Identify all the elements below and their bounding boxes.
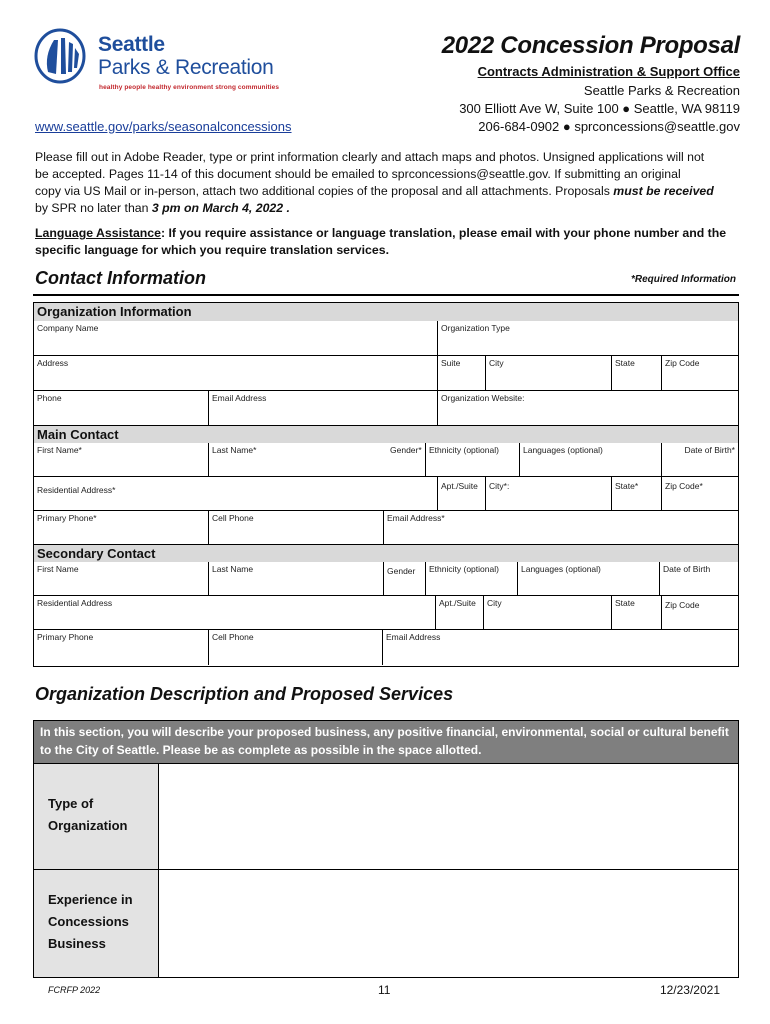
instructions-line-3-text: copy via US Mail or in-person, attach two additional copies of the proposal and all attachments. Proposals bbox=[35, 184, 614, 198]
email-field[interactable]: Email Address bbox=[209, 391, 438, 426]
deadline-date: 3 pm on March 4, 2022 . bbox=[151, 201, 290, 215]
instructions-line-4-text: by SPR no later than bbox=[35, 201, 152, 215]
main-apt-field[interactable]: Apt./Suite bbox=[438, 477, 486, 511]
footer-date: 12/23/2021 bbox=[659, 983, 720, 997]
secondary-languages-field[interactable]: Languages (optional) bbox=[518, 562, 660, 596]
organization-band: Organization Information bbox=[34, 303, 738, 321]
experience-label: Experience in Concessions Business bbox=[34, 870, 159, 977]
address-field[interactable]: Address bbox=[34, 356, 438, 391]
language-assistance bbox=[35, 225, 735, 259]
type-of-organization-row bbox=[33, 764, 739, 870]
secondary-ethnicity-field[interactable]: Ethnicity (optional) bbox=[426, 562, 518, 596]
type-of-organization-input[interactable] bbox=[159, 764, 738, 869]
main-dob-field[interactable]: Date of Birth* bbox=[662, 443, 738, 477]
main-zip-field[interactable]: Zip Code* bbox=[662, 477, 738, 511]
phone-field[interactable]: Phone bbox=[34, 391, 209, 426]
secondary-zip-field[interactable]: Zip Code bbox=[662, 596, 738, 630]
main-languages-field[interactable]: Languages (optional) bbox=[520, 443, 662, 477]
seattle-parks-logo-icon bbox=[34, 28, 86, 84]
main-primary-phone-field[interactable]: Primary Phone* bbox=[34, 511, 209, 545]
document-title: 2022 Concession Proposal bbox=[441, 32, 740, 59]
logo-subtitle: Parks & Recreation bbox=[98, 56, 274, 79]
language-assistance-line-1 bbox=[35, 225, 735, 242]
secondary-email-field[interactable]: Email Address bbox=[386, 632, 441, 642]
main-cell-phone-field[interactable]: Cell Phone bbox=[209, 511, 384, 545]
city-field[interactable]: City bbox=[486, 356, 612, 391]
address-line-2: 300 Elliott Ave W, Suite 100 ● Seattle, WA 98119 bbox=[459, 101, 740, 116]
main-contact-band: Main Contact bbox=[34, 426, 738, 443]
secondary-contact-band: Secondary Contact bbox=[34, 545, 738, 562]
type-of-organization-label: Type of Organization bbox=[34, 764, 159, 869]
instructions-line-1: Please fill out in Adobe Reader, type or print information clearly and attach maps and photos. Unsigned applications will not bbox=[35, 150, 705, 164]
experience-input[interactable] bbox=[159, 870, 738, 977]
company-name-field[interactable]: Company Name bbox=[34, 321, 438, 356]
secondary-cell-phone-field[interactable]: Cell Phone bbox=[209, 630, 383, 665]
state-field[interactable]: State bbox=[612, 356, 662, 391]
language-assistance-label: Language Assistance bbox=[35, 226, 161, 240]
office-name: Contracts Administration & Support Office bbox=[477, 64, 740, 79]
zip-field[interactable]: Zip Code bbox=[662, 356, 738, 391]
logo-tagline: healthy people healthy environment strong communities bbox=[99, 84, 280, 91]
secondary-apt-field[interactable]: Apt./Suite bbox=[436, 596, 484, 630]
description-intro: In this section, you will describe your proposed business, any positive financial, environmental, social or cultural benefit to the City of Seattle. Please be as complete as possible in the space allotted. bbox=[33, 720, 739, 764]
secondary-last-name-field[interactable]: Last Name bbox=[209, 562, 384, 596]
contact-line: 206-684-0902 ● sprconcessions@seattle.gov bbox=[478, 119, 740, 134]
instructions-line-3 bbox=[35, 183, 735, 200]
language-assistance-line-2: specific language for which you require translation services. bbox=[35, 243, 389, 257]
logo-title: Seattle bbox=[98, 33, 165, 56]
contact-section-title: Contact Information bbox=[35, 268, 206, 288]
main-city-field[interactable]: City*: bbox=[486, 477, 612, 511]
secondary-gender-field[interactable]: Gender bbox=[384, 562, 426, 596]
experience-row bbox=[33, 870, 739, 978]
website-link[interactable]: www.seattle.gov/parks/seasonalconcessions bbox=[35, 119, 292, 134]
main-residential-address-field[interactable]: Residential Address* bbox=[34, 477, 438, 511]
secondary-primary-phone-field[interactable]: Primary Phone bbox=[34, 630, 209, 665]
instructions-line-4 bbox=[35, 200, 735, 217]
main-ethnicity-field[interactable]: Ethnicity (optional) bbox=[426, 443, 520, 477]
organization-type-field[interactable]: Organization Type bbox=[438, 321, 738, 356]
address-line-1: Seattle Parks & Recreation bbox=[583, 83, 740, 98]
instructions-line-2: be accepted. Pages 11-14 of this document should be emailed to sprconcessions@seattle.gov. If submitting an original bbox=[35, 167, 681, 181]
organization-website-field[interactable]: Organization Website: bbox=[438, 391, 738, 426]
main-state-field[interactable]: State* bbox=[612, 477, 662, 511]
secondary-first-name-field[interactable]: First Name bbox=[34, 562, 209, 596]
main-last-name-field[interactable]: Last Name* bbox=[209, 443, 426, 477]
secondary-city-field[interactable]: City bbox=[484, 596, 612, 630]
footer-code: FCRFP 2022 bbox=[48, 985, 101, 995]
instructions-paragraph bbox=[35, 149, 735, 217]
deadline-emphasis: must be received bbox=[613, 184, 714, 198]
contact-form bbox=[33, 302, 739, 667]
description-section-title: Organization Description and Proposed Services bbox=[35, 684, 454, 704]
required-note: *Required Information bbox=[630, 274, 736, 285]
section-divider bbox=[33, 294, 739, 296]
main-gender-label: Gender* bbox=[390, 443, 426, 477]
secondary-state-field[interactable]: State bbox=[612, 596, 662, 630]
suite-field[interactable]: Suite bbox=[438, 356, 486, 391]
main-first-name-field[interactable]: First Name* bbox=[34, 443, 209, 477]
language-assistance-text: : If you require assistance or language translation, please email with your phone number and the bbox=[160, 226, 727, 240]
secondary-residential-address-field[interactable]: Residential Address bbox=[34, 596, 436, 630]
secondary-dob-field[interactable]: Date of Birth bbox=[660, 562, 738, 596]
page-number: 11 bbox=[378, 983, 391, 997]
main-email-field[interactable]: Email Address* bbox=[384, 511, 738, 545]
